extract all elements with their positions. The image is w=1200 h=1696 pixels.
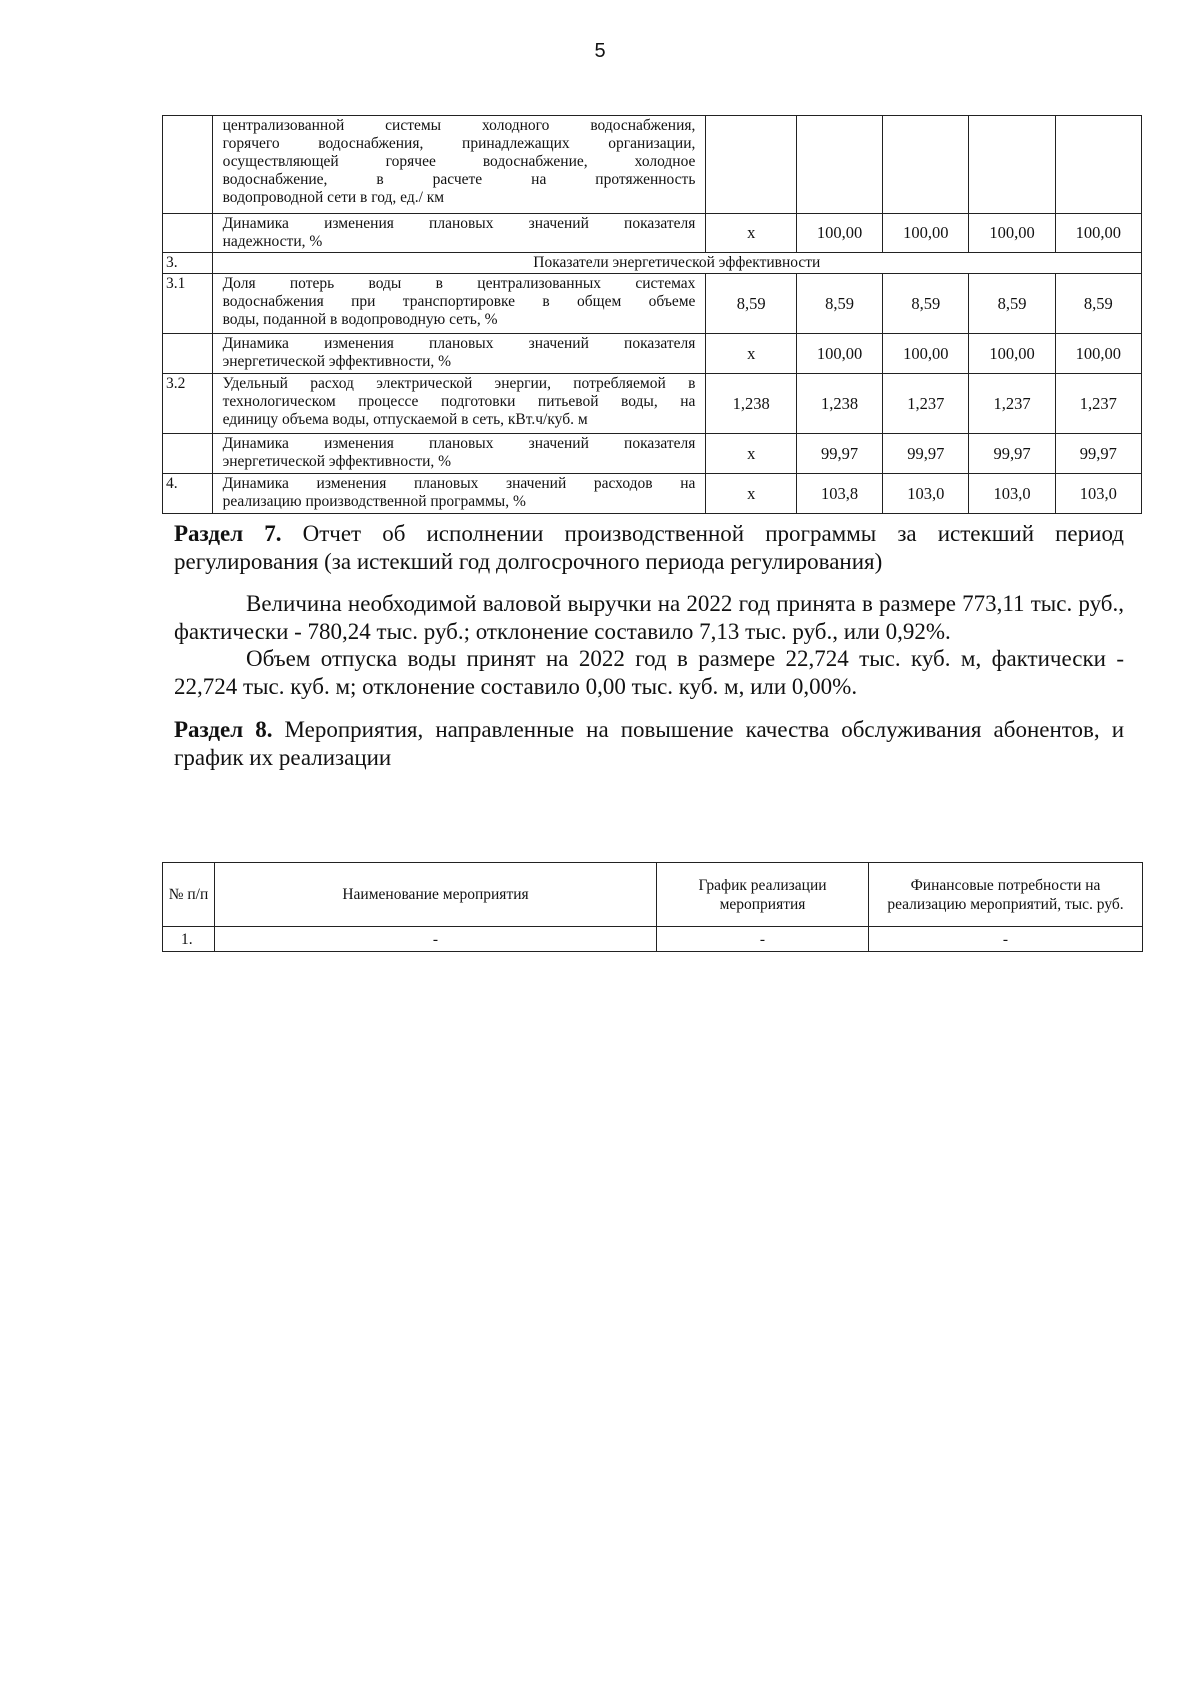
value-cell: 8,59: [883, 274, 969, 334]
description-line: водоснабжение, в расчете на протяженность: [222, 171, 696, 188]
description-line: технологическом процессе подготовки питьевой воды, на: [222, 393, 696, 410]
value-cell: 99,97: [796, 434, 882, 474]
description-line: водоснабжения при транспортировке в общем объеме: [222, 293, 696, 310]
value-cell: 1,237: [969, 374, 1055, 434]
header-financial-needs: Финансовые потребности на реализацию мероприятий, тыс. руб.: [869, 863, 1143, 927]
measures-table: [162, 862, 1143, 952]
value-cell: 100,00: [796, 334, 882, 374]
row-number: 1.: [163, 927, 215, 952]
table-row: [163, 116, 1142, 214]
row-number: 3.2: [163, 374, 213, 434]
description-line: единицу объема воды, отпускаемой в сеть, кВт.ч/куб. м: [222, 411, 588, 428]
indicator-description: [212, 374, 706, 434]
table-row: [163, 927, 1143, 952]
value-cell: [883, 116, 969, 214]
value-cell: x: [706, 434, 797, 474]
indicator-description: [212, 474, 706, 514]
value-cell: 100,00: [1055, 214, 1141, 253]
indicator-description: [212, 434, 706, 474]
row-number: [163, 334, 213, 374]
description-line: горячего водоснабжения, принадлежащих организации,: [222, 135, 696, 152]
description-line: Динамика изменения плановых значений показателя: [222, 335, 696, 352]
value-cell: 100,00: [969, 214, 1055, 253]
row-number: [163, 116, 213, 214]
section8-heading: [174, 716, 1124, 772]
description-line: энергетической эффективности, %: [222, 453, 452, 470]
value-cell: 8,59: [706, 274, 797, 334]
value-cell: 100,00: [969, 334, 1055, 374]
value-cell: 100,00: [1055, 334, 1141, 374]
description-line: надежности, %: [222, 233, 323, 250]
value-cell: 99,97: [969, 434, 1055, 474]
value-cell: 100,00: [796, 214, 882, 253]
value-cell: 1,237: [883, 374, 969, 434]
description-line: централизованной системы холодного водоснабжения,: [222, 117, 696, 134]
table-row: [163, 374, 1142, 434]
row-number: [163, 434, 213, 474]
value-cell: 100,00: [883, 214, 969, 253]
description-line: Динамика изменения плановых значений показателя: [222, 435, 696, 452]
value-cell: 99,97: [883, 434, 969, 474]
value-cell: 103,8: [796, 474, 882, 514]
table-row: [163, 253, 1142, 274]
table-row: [163, 334, 1142, 374]
row-number: 4.: [163, 474, 213, 514]
indicator-description: [212, 334, 706, 374]
value-cell: 103,0: [883, 474, 969, 514]
value-cell: 99,97: [1055, 434, 1141, 474]
section7-title: Отчет об исполнении производственной программы за истекший период регулирования (за истекший год долгосрочного периода регулирования): [174, 521, 1124, 574]
table-row: [163, 214, 1142, 253]
value-cell: 1,238: [706, 374, 797, 434]
row-financial-needs: -: [869, 927, 1143, 952]
description-line: Динамика изменения плановых значений расходов на: [222, 475, 696, 492]
value-cell: 8,59: [1055, 274, 1141, 334]
page-number: 5: [594, 40, 606, 62]
description-line: энергетической эффективности, %: [222, 353, 452, 370]
header-number: № п/п: [163, 863, 215, 927]
description-line: Удельный расход электрической энергии, потребляемой в: [222, 375, 696, 392]
section7-paragraph-1: Величина необходимой валовой выручки на 2022 год принята в размере 773,11 тыс. руб., фактически - 780,24 тыс. руб.; отклонение составило 7,13 тыс. руб., или 0,92%.: [174, 591, 1124, 644]
row-schedule: -: [657, 927, 869, 952]
value-cell: 1,237: [1055, 374, 1141, 434]
value-cell: x: [706, 214, 797, 253]
value-cell: [969, 116, 1055, 214]
value-cell: 103,0: [969, 474, 1055, 514]
indicator-description: [212, 214, 706, 253]
value-cell: 1,238: [796, 374, 882, 434]
value-cell: 8,59: [796, 274, 882, 334]
indicator-description: [212, 116, 706, 214]
description-line: реализацию производственной программы, %: [222, 493, 526, 510]
value-cell: x: [706, 334, 797, 374]
section-title-cell: Показатели энергетической эффективности: [212, 253, 1141, 274]
value-cell: 100,00: [883, 334, 969, 374]
section7-paragraph-2: Объем отпуска воды принят на 2022 год в размере 22,724 тыс. куб. м, фактически - 22,724 тыс. куб. м; отклонение составило 0,00 тыс. куб. м, или 0,00%.: [174, 646, 1124, 699]
row-number: [163, 214, 213, 253]
value-cell: 8,59: [969, 274, 1055, 334]
description-line: воды, поданной в водопроводную сеть, %: [222, 311, 498, 328]
value-cell: [1055, 116, 1141, 214]
row-number: 3.: [163, 253, 213, 274]
value-cell: [706, 116, 797, 214]
table-row: [163, 274, 1142, 334]
section7-label: Раздел 7.: [174, 521, 282, 546]
description-line: Динамика изменения плановых значений показателя: [222, 215, 696, 232]
table-row: [163, 434, 1142, 474]
section7-heading: [174, 520, 1124, 576]
row-measure-name: -: [215, 927, 657, 952]
description-line: Доля потерь воды в централизованных системах: [222, 275, 696, 292]
description-line: водопроводной сети в год, ед./ км: [222, 189, 445, 206]
value-cell: [796, 116, 882, 214]
indicator-description: [212, 274, 706, 334]
value-cell: 103,0: [1055, 474, 1141, 514]
section8-label: Раздел 8.: [174, 717, 273, 742]
value-cell: x: [706, 474, 797, 514]
header-schedule: График реализации мероприятия: [657, 863, 869, 927]
section8-title: Мероприятия, направленные на повышение качества обслуживания абонентов, и график их реализации: [174, 717, 1125, 770]
description-line: осуществляющей горячее водоснабжение, холодное: [222, 153, 696, 170]
indicators-table: [162, 115, 1142, 514]
table-row: [163, 474, 1142, 514]
row-number: 3.1: [163, 274, 213, 334]
header-measure-name: Наименование мероприятия: [215, 863, 657, 927]
